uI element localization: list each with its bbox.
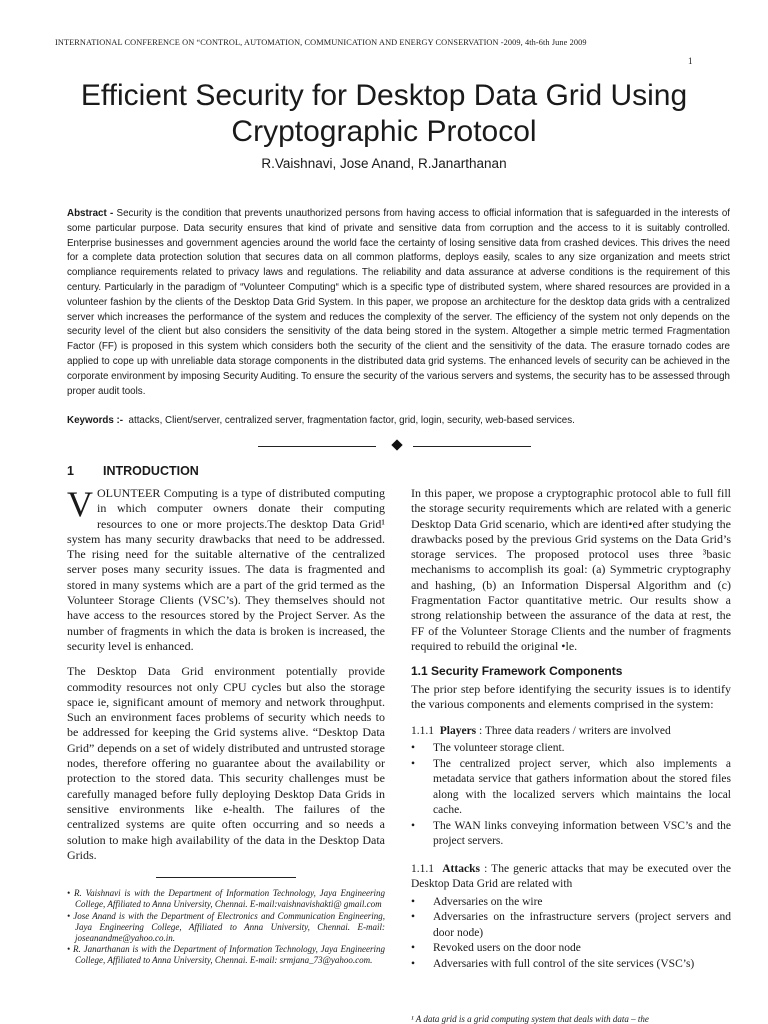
players-list [411,741,731,850]
abstract-label: Abstract - [67,208,114,219]
players-number: 1.1.1 [411,725,434,738]
divider-line-left [258,446,376,447]
section-number: 1 [67,464,74,478]
abstract [67,207,730,399]
author-footnotes [67,888,385,966]
footnote-rule [156,877,296,878]
intro-paragraph-1 [67,486,385,654]
footnote-author-1: • R. Vaishnavi is with the Department of Information Technology, Jaya Engineering College, Affiliated to Anna University, Chennai. E-mail:vaishnavishakti@ gmail.com [67,888,385,910]
datagrid-footnote: ¹ A data grid is a grid computing system that deals with data – the [411,1014,649,1024]
attacks-heading [411,862,731,893]
attacks-number: 1.1.1 [411,862,434,875]
subsection-framework-text: The prior step before identifying the security issues is to identify the various components and elements comprised in the system: [411,681,731,711]
intro-paragraph-2: The Desktop Data Grid environment potentially provide commodity resources not only CPU cycles but also the storage space ie, significant amount of memory and network throughput. Such an environment faces problems of security which needs to be addressed for keeping the Grid systems alive. “Desktop Data Grid” depends on a set of widely distributed and untrusted storage nodes, therefore offering no guarantee about the availability or protection to the stored data. This security challenges must be carefully managed before fully deploying Desktop Data Grids in sensitive environments like e-health. The failures of the centralized systems are quite often occurring and so needs a solution to make high availability of the data in the Desktop Data Grids. [67,664,385,862]
keywords [67,415,730,426]
divider-diamond-icon [391,439,402,450]
players-heading [411,724,731,739]
list-item: • Adversaries with full control of the site services (VSC’s) [411,957,731,973]
players-text: : Three data readers / writers are involved [479,725,671,738]
attacks-list [411,895,731,973]
list-item: • Adversaries on the wire [411,895,731,911]
drop-cap: V [67,484,93,524]
intro-paragraph-1-text: OLUNTEER Computing is a type of distributed computing in which computer owners donate their computing resources to one or more projects.The desktop Data Grid¹ system has many security drawbacks that need to be addressed. The rising need for the suitable alternative of the centralized server poses many security issues. The data is fragmented and stored in many systems which are a part of the grid termed as the Volunteer Storage Clients (VSC’s). They themselves should not have access to the resources stored by the Project Server. As the number of fragments in which the data is broken is increased, the security level is enhanced. [67,486,385,653]
list-item: • The centralized project server, which also implements a metadata service that gathers information about the stored files along with the localized servers which maintains the local cache. [411,757,731,819]
section-divider [258,440,538,452]
section-heading-introduction [67,464,199,478]
paper-authors: R.Vaishnavi, Jose Anand, R.Janarthanan [261,156,507,171]
keywords-label: Keywords :- [67,415,124,426]
list-item: • Adversaries on the infrastructure servers (project servers and door node) [411,910,731,941]
keywords-text: attacks, Client/server, centralized server, fragmentation factor, grid, login, security, web-based services. [128,415,575,426]
right-intro-paragraph: In this paper, we propose a cryptographic protocol able to full fill the storage security requirements which are related with a generic Desktop Data Grid scenario, which are identi•ed after studying the drawbacks posed by the previous Grid systems on the Data Grid’s storage services. The proposed protocol uses three ³basic mechanisms to accomplish its goal: (a) Symmetric cryptography and hashing, (b) an Information Dispersal Algorithm and (c) Fragmentation Factor quantitative metric. Our results show a strong relationship between the assurance of the data at rest, the FF of the Volunteer Storage Clients and the number of fragments required to rebuild the original •le. [411,486,731,653]
list-item: • The WAN links conveying information between VSC’s and the project servers. [411,819,731,850]
divider-line-right [413,446,531,447]
list-item: • The volunteer storage client. [411,741,731,757]
footnote-author-3: • R. Janarthanan is with the Department of Information Technology, Jaya Engineering College, Affiliated to Anna University, Chennai. E-mail: srmjana_73@yahoo.com. [67,944,385,966]
right-column [411,486,731,972]
attacks-label: Attacks [442,862,480,875]
page-number: 1 [688,56,693,66]
footnote-author-2: • Jose Anand is with the Department of Electronics and Communication Engineering, Jaya Engineering College, Affiliated to Anna University, Chennai. E-mail: joseanandme@yahoo.co.in. [67,910,385,943]
abstract-text: Security is the condition that prevents unauthorized persons from having access to official information that is safeguarded in the interests of some particular purpose. Data security ensures that kind of private and sensitive data from corruption and the access to it is suitably controlled. Enterprise businesses and government agencies around the world face the certainty of losing sensitive data from crashed devices. This drives the need for a complete data protection solution that secures data on all common platforms, deploys easily, scales to any size organization and meets strict compliance requirements related to privacy laws and regulations. The reliability and data assurance at adverse conditions is the requirement of this century. Particularly in the paradigm of “Volunteer Computing“ which is a specific type of distributed system, where shared resources are provided in a volunteer fashion by the clients of the Desktop Data Grid System. In this paper, we propose an architecture for the desktop data grids with a centralized server which increases the performance of the system and reduces the complexity of the server. The efficiency of the system not only depends on the security level of the client but also considers the sensitivity of the data being stored in the system. Altogether a simple metric termed Fragmentation Factor (FF) is proposed in this system which considers both the security of the client and the sensitivity of the data. The erasure tornado codes are applied to cope up with unreliable data storage components in the distributed data grid systems. The enhanced levels of security can be achieved in the corporate environment by imposing Security Auditing. To ensure the security of the various servers and systems, the security has to be assessed through proper audit tools. [67,208,730,397]
players-label: Players [439,725,477,738]
list-item: • Revoked users on the door node [411,941,731,957]
running-head: INTERNATIONAL CONFERENCE ON “CONTROL, AUTOMATION, COMMUNICATION AND ENERGY CONSERVATION -2009, 4th-6th June 2009 [55,38,587,47]
attacks-text: : The generic attacks that may be executed over the Desktop Data Grid are related with [411,862,732,891]
subsection-heading-framework: 1.1 Security Framework Components [411,664,623,679]
paper-title: Efficient Security for Desktop Data Grid Using Cryptographic Protocol [80,79,688,148]
section-title: INTRODUCTION [103,464,199,478]
left-column [67,486,385,967]
